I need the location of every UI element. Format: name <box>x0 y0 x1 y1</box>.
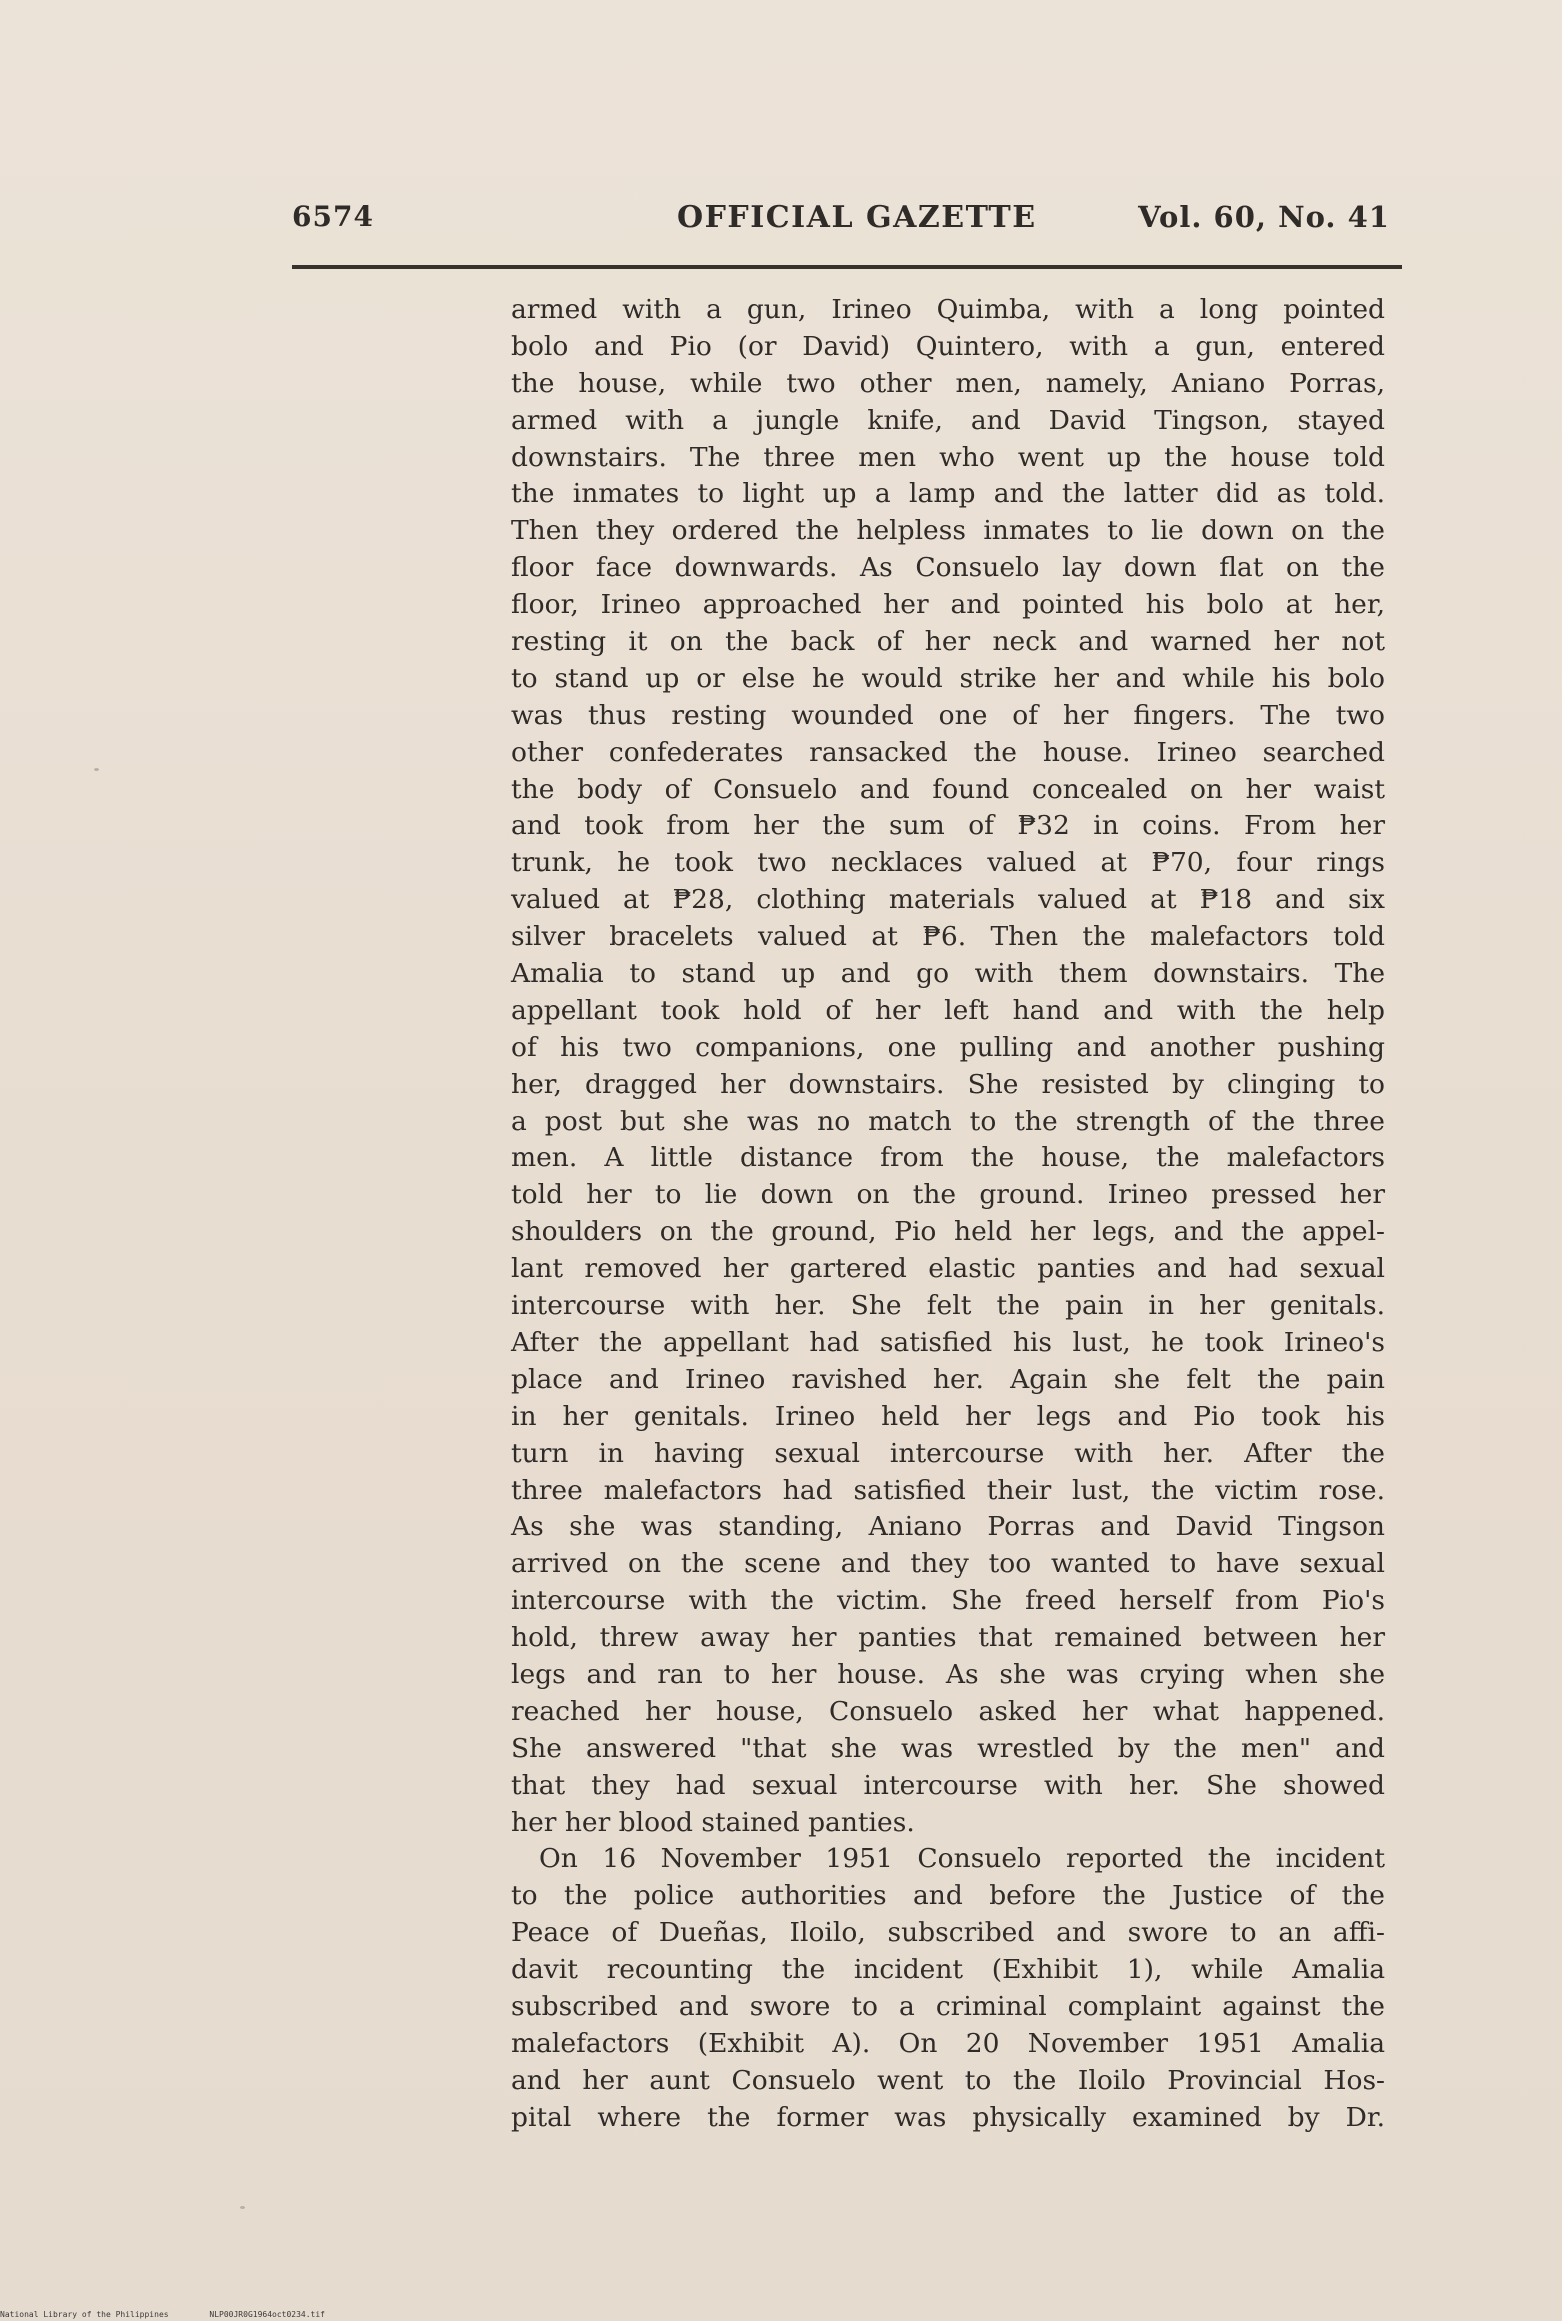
text-line: floor, Irineo approached her and pointed his bolo at her, <box>511 589 1385 621</box>
volume-number: Vol. 60, No. 41 <box>1138 200 1390 234</box>
text-line: valued at ₱28, clothing materials valued at ₱18 and six <box>511 884 1385 916</box>
text-line: men. A little distance from the house, the malefactors <box>511 1142 1385 1174</box>
text-line: Amalia to stand up and go with them downstairs. The <box>511 958 1385 990</box>
text-line: After the appellant had satisfied his lust, he took Irineo's <box>511 1326 1385 1358</box>
text-line: reached her house, Consuelo asked her what happened. <box>511 1695 1385 1727</box>
text-line: place and Irineo ravished her. Again she felt the pain <box>511 1363 1385 1395</box>
text-line: her, dragged her downstairs. She resisted by clinging to <box>511 1068 1385 1100</box>
text-line: trunk, he took two necklaces valued at ₱70, four rings <box>511 847 1385 879</box>
text-line: lant removed her gartered elastic panties and had sexual <box>511 1253 1385 1285</box>
text-line: told her to lie down on the ground. Irineo pressed her <box>511 1179 1385 1211</box>
footer-library: National Library of the Philippines <box>0 2310 169 2319</box>
text-line: armed with a gun, Irineo Quimba, with a long pointed <box>511 294 1385 325</box>
text-line: to the police authorities and before the Justice of the <box>511 1880 1385 1912</box>
text-line: appellant took hold of her left hand and with the help <box>511 994 1385 1026</box>
text-line: Then they ordered the helpless inmates to lie down on the <box>511 515 1385 547</box>
text-line: other confederates ransacked the house. Irineo searched <box>511 736 1385 768</box>
text-line: the house, while two other men, namely, Aniano Porras, <box>511 367 1385 399</box>
text-line: As she was standing, Aniano Porras and David Tingson <box>511 1511 1385 1543</box>
paper-speck <box>94 768 99 771</box>
text-line: downstairs. The three men who went up the house told <box>511 441 1385 473</box>
text-line: resting it on the back of her neck and warned her not <box>511 626 1385 658</box>
text-line: intercourse with her. She felt the pain in her genitals. <box>511 1290 1385 1322</box>
scan-footer <box>0 2310 361 2319</box>
text-line: She answered "that she was wrestled by the men" and <box>511 1732 1385 1764</box>
footer-file-id: NLP00JR0G1964oct0234.tif <box>209 2310 325 2319</box>
text-line: legs and ran to her house. As she was crying when she <box>511 1658 1385 1690</box>
text-line: was thus resting wounded one of her fingers. The two <box>511 699 1385 731</box>
text-line: silver bracelets valued at ₱6. Then the malefactors told <box>511 921 1385 953</box>
text-line: and her aunt Consuelo went to the Iloilo Provincial Hos- <box>511 2064 1385 2096</box>
paper-speck <box>240 2206 245 2209</box>
text-line: in her genitals. Irineo held her legs and Pio took his <box>511 1400 1385 1432</box>
page-header <box>292 200 1390 250</box>
text-line: her her blood stained panties. <box>511 1806 915 1838</box>
text-line: floor face downwards. As Consuelo lay down flat on the <box>511 552 1385 584</box>
text-line: hold, threw away her panties that remained between her <box>511 1622 1385 1654</box>
text-line: armed with a jungle knife, and David Tingson, stayed <box>511 404 1385 436</box>
text-line: davit recounting the incident (Exhibit 1), while Amalia <box>511 1954 1385 1986</box>
text-line: of his two companions, one pulling and another pushing <box>511 1031 1385 1063</box>
text-line: the inmates to light up a lamp and the latter did as told. <box>511 478 1385 510</box>
header-rule <box>292 265 1402 269</box>
text-line: Peace of Dueñas, Iloilo, subscribed and swore to an affi- <box>511 1917 1385 1949</box>
text-line: subscribed and swore to a criminal complaint against the <box>511 1990 1385 2022</box>
text-line: and took from her the sum of ₱32 in coins. From her <box>511 810 1385 842</box>
text-line: arrived on the scene and they too wanted to have sexual <box>511 1548 1385 1580</box>
text-line: turn in having sexual intercourse with her. After the <box>511 1437 1385 1469</box>
text-line: that they had sexual intercourse with her. She showed <box>511 1769 1385 1801</box>
text-line: three malefactors had satisfied their lust, the victim rose. <box>511 1474 1385 1506</box>
text-line: to stand up or else he would strike her and while his bolo <box>511 662 1385 694</box>
text-line: intercourse with the victim. She freed herself from Pio's <box>511 1585 1385 1617</box>
page-number: 6574 <box>292 200 374 233</box>
text-line: a post but she was no match to the strength of the three <box>511 1105 1385 1137</box>
text-line: malefactors (Exhibit A). On 20 November 1951 Amalia <box>511 2027 1385 2059</box>
text-line: On 16 November 1951 Consuelo reported the incident <box>539 1843 1385 1875</box>
journal-title: OFFICIAL GAZETTE <box>677 200 1037 235</box>
text-line: bolo and Pio (or David) Quintero, with a gun, entered <box>511 330 1385 362</box>
body-text <box>511 292 1385 2137</box>
text-line: pital where the former was physically examined by Dr. <box>511 2101 1385 2133</box>
text-line: shoulders on the ground, Pio held her legs, and the appel- <box>511 1216 1385 1248</box>
text-line: the body of Consuelo and found concealed on her waist <box>511 773 1385 805</box>
